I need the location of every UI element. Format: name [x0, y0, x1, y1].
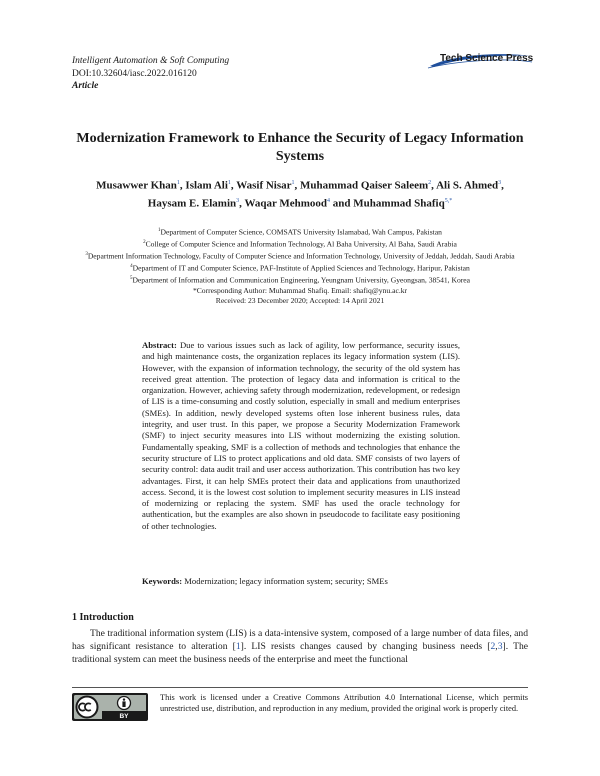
publisher-name: Tech Science Press	[440, 53, 534, 64]
author-affil-mark[interactable]: 3	[498, 180, 502, 186]
journal-name: Intelligent Automation & Soft Computing	[72, 56, 230, 66]
affiliation-mark: 4	[130, 263, 133, 269]
abstract	[142, 340, 460, 532]
publisher-logo	[424, 50, 534, 70]
author-name: Ali S. Ahmed	[436, 179, 499, 192]
author-affil-mark[interactable]: 4	[327, 197, 331, 204]
keywords-text: Modernization; legacy information system; security; SMEs	[184, 576, 388, 586]
creative-commons-icon	[72, 693, 148, 721]
author-affil-mark[interactable]: 3	[236, 197, 240, 204]
author-line-2: Haysam E. Elamin$^3$, Waqar Mehmood$^4$ and Muhammad Shafiq$^{5,*}$	[147, 197, 453, 210]
keywords-label: Keywords:	[142, 576, 183, 586]
author-name: Muhammad Qaiser Saleem	[300, 179, 429, 192]
keywords	[142, 576, 460, 587]
affiliation-text: Department of Computer Science, COMSATS University Islamabad, Wah Campus, Pakistan	[160, 227, 442, 237]
author-line-1: Musawwer Khan$^1$, Islam Ali$^1$, Wasif Nisar$^1$, Muhammad Qaiser Saleem$^2$, Ali S. Ahmed$^3$,	[96, 179, 504, 192]
citation-link[interactable]: 3	[497, 641, 503, 652]
intro-text: ]. LIS resists changes caused by changing business needs [	[240, 641, 491, 652]
article-type: Article	[72, 81, 99, 91]
title-line-2: Systems	[275, 149, 325, 164]
license-divider	[72, 687, 528, 688]
affiliation-mark: 2	[143, 239, 146, 245]
author-name: Wasif Nisar	[236, 179, 292, 192]
author-affil-mark[interactable]: 1	[227, 180, 231, 186]
affiliation-item	[60, 238, 540, 250]
author-name: Waqar Mehmood	[244, 197, 328, 210]
affiliation-text: Department of IT and Computer Science, PAF-Institute of Applied Sciences and Technology, Haripur, Pakistan	[132, 263, 470, 273]
title-line-1: Modernization Framework to Enhance the Security of Legacy Information	[76, 131, 524, 146]
intro-text: ]. The traditional system can meet the business needs of the enterprise and meet the functional	[72, 641, 529, 665]
author-name: Islam Ali	[185, 179, 228, 192]
affiliation-text: Department Information Technology, Faculty of Computer Science and Information Technology, University of Jeddah, Jeddah, Saudi Arabia	[87, 251, 515, 261]
affiliation-text: College of Computer Science and Information Technology, Al Baha University, Al Baha, Saudi Arabia	[145, 239, 457, 249]
affiliations	[60, 226, 540, 307]
author-name: Musawwer Khan	[96, 179, 177, 192]
affiliation-mark: 1	[158, 228, 161, 233]
affiliation-mark: 3	[85, 251, 88, 257]
affiliation-text: Department of Information and Communication Engineering, Yeungnam University, Gyeongsan, 38541, Korea	[132, 275, 471, 285]
citation-link[interactable]: 1	[235, 641, 241, 652]
corresponding-author: *Corresponding Author: Muhammad Shafiq. Email: shafiq@ynu.ac.kr	[192, 285, 408, 295]
affiliation-item	[60, 250, 540, 262]
abstract-text: Due to various issues such as lack of agility, low performance, security issues, and high maintenance costs, the organization replaces its legacy information system (LIS). However, with the expansion of information technology, the security of the old system has received great attention. The protection of legacy data and information is critical to the organization. However, achieving safety through modernization, redevelopment, or redesign of LIS is a time-consuming and costly solution, especially in small and medium enterprises (SMEs). In addition, newly developed systems often lose inherent business rules, data integrity, and user trust. In this paper, we propose a Security Modernization Framework (SMF) to inject security measures into LIS without modernizing the existing solution. Fundamentally speaking, SMF is a collection of methods and technologies that enhance the security structure of LIS to protect applications and old data. SMF consists of two layers of security control: data audit trail and user access authorization. This contribution has two key advantages. First, it can help SMEs protect their data and applications from unauthorized access. Second, it is the lowest cost solution to implement security measures in LIS instead of modernizing or replacing the system. SMF has used the oracle technology for authentication, but the examples are also shown in pseudocode to facilitate easy positioning of other technologies.	[142, 340, 461, 531]
doi: DOI:10.32604/iasc.2022.016120	[72, 68, 197, 79]
affiliation-item	[60, 274, 540, 286]
intro-text: The traditional information system (LIS) is a data-intensive system, composed of a large number of data files, and has significant resistance to alteration [	[72, 628, 528, 652]
cc-by-badge[interactable]	[72, 693, 148, 721]
author-list	[60, 176, 540, 211]
affiliation-mark: 5	[129, 275, 133, 281]
author-name: Haysam E. Elamin	[147, 197, 237, 210]
author-and: and	[332, 197, 351, 210]
affiliation-item	[60, 262, 540, 274]
paper-title	[60, 130, 540, 166]
received-dates: Received: 23 December 2020; Accepted: 14 April 2021	[215, 296, 385, 306]
section-heading: 1 Introduction	[72, 612, 134, 623]
journal-header	[72, 55, 229, 93]
author-affil-mark[interactable]: 1	[176, 180, 180, 186]
affiliation-item	[60, 226, 540, 238]
citation-link[interactable]: 2	[490, 641, 496, 652]
author-affil-mark[interactable]: 1	[291, 180, 295, 186]
author-name: Muhammad Shafiq	[353, 197, 445, 210]
intro-paragraph	[72, 627, 528, 666]
cc-by-label: BY	[119, 713, 129, 720]
author-affil-mark[interactable]: 2	[428, 180, 432, 186]
abstract-label: Abstract:	[142, 340, 177, 350]
license-text: This work is licensed under a Creative Commons Attribution 4.0 International License, which permits unrestricted use, distribution, and reproduction in any medium, provided the original work is properly cited.	[160, 693, 528, 713]
intro-text: ,	[495, 641, 498, 652]
author-affil-mark[interactable]: 5,*	[444, 197, 453, 204]
